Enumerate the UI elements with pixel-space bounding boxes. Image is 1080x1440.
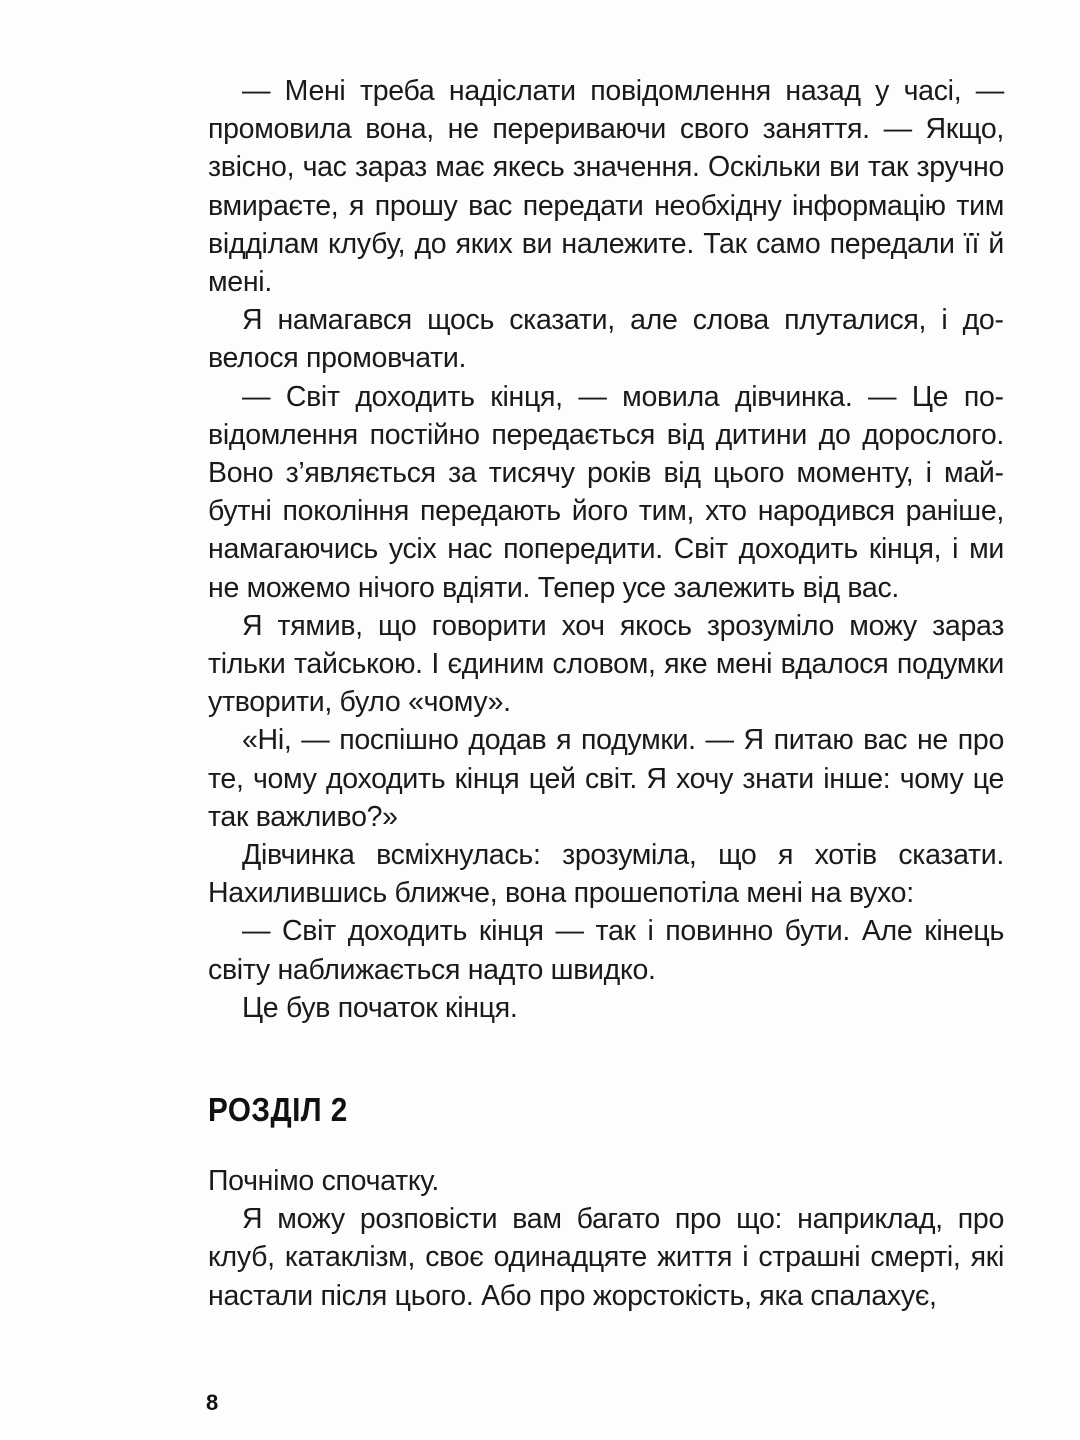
- paragraph: — Світ доходить кінця, — мовила дівчинка. — Це повідомлення постійно передається від дитини до дорослого. Воно з’являється за тисячу років від цього моменту, і майбутні покоління передають його тим, хто народився раніше, намагаючись усіх нас попередити. Світ доходить кінця, і ми не можемо нічого вдіяти. Тепер усе залежить від вас.: [208, 380, 1004, 604]
- paragraph: «Ні, — поспішно додав я подумки. — Я питаю вас не про те, чому доходить кінця цей світ. Я хочу знати інше: чому це так важливо?»: [208, 724, 1004, 833]
- chapter-text: [208, 1162, 1004, 1315]
- chapter-title: РОЗДІЛ 2: [208, 1091, 348, 1128]
- paragraph: Я намагався щось сказати, але слова плуталися, і довелося промовчати.: [208, 304, 1004, 375]
- paragraph: — Мені треба надіслати повідомлення назад у часі, — промовила вона, не перериваючи свого заняття. — Якщо, звісно, час зараз має якесь значення. Оскільки ви так зручно вмираєте, я прошу вас передати необхідну інформацію тим відділам клубу, до яких ви належите. Так само передали її й мені.: [208, 75, 1004, 299]
- paragraph: Дівчинка всміхнулась: зрозуміла, що я хотів сказати. Нахилившись ближче, вона прошепотіла мені на вухо:: [208, 839, 1004, 910]
- body-text: [208, 72, 1004, 1027]
- paragraph: — Світ доходить кінця — так і повинно бути. Але кінець світу наближається надто швидко.: [208, 915, 1004, 986]
- paragraph: Я можу розповісти вам багато про що: наприклад, про клуб, катаклізм, своє одинадцяте життя і страшні смерті, які настали після цього. Або про жорстокість, яка спалахує,: [208, 1203, 1004, 1312]
- paragraph: Я тямив, що говорити хоч якось зрозуміло можу зараз тільки тайською. І єдиним словом, яке мені вдалося подумки утворити, було «чому».: [208, 609, 1004, 719]
- page-number: 8: [206, 1390, 219, 1415]
- paragraph: Почнімо спочатку.: [208, 1165, 440, 1197]
- paragraph: Це був початок кінця.: [242, 991, 518, 1024]
